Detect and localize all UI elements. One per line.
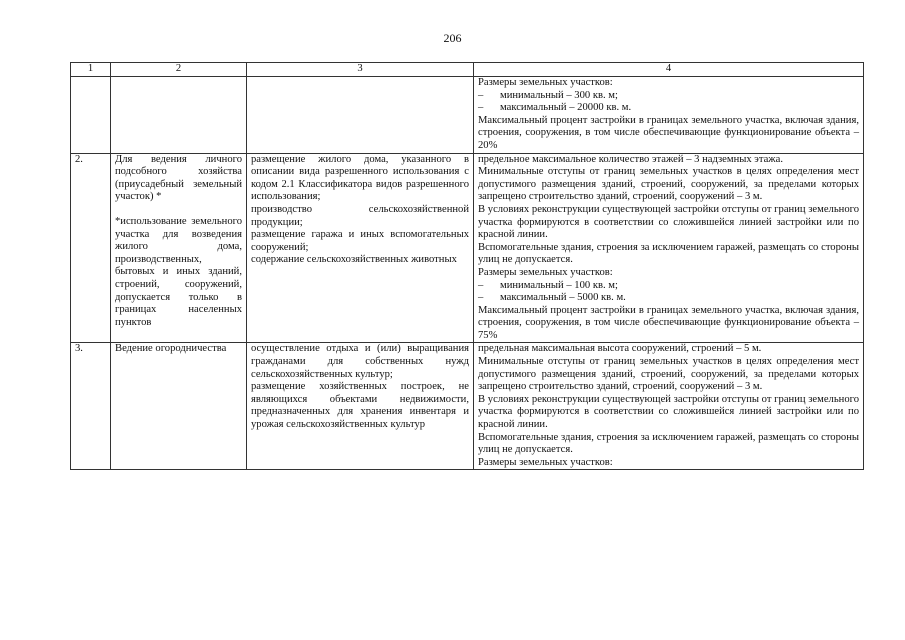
param-3: В условиях реконструкции существующей застройки отступы от границ земельного участка формируются в соответствии со сложившейся линией застройки или по красной линии. (478, 203, 859, 241)
desc-2: производство сельскохозяйственной продукции; (251, 203, 469, 228)
row-number: 2. (71, 153, 111, 343)
header-col-3: 3 (247, 63, 474, 77)
cell-params (474, 77, 864, 154)
row-number: 3. (71, 343, 111, 470)
table-row-continued (71, 77, 864, 154)
param-4: Вспомогательные здания, строения за исключением гаражей, размещать со стороны улиц не допускается. (478, 241, 859, 266)
page-number: 206 (443, 31, 462, 45)
cell-params (474, 343, 864, 470)
desc-4: содержание сельскохозяйственных животных (251, 254, 457, 266)
param-2: Минимальные отступы от границ земельных участков в целях определения мест допустимого размещения зданий, строений, сооружений, за пределами которых запрещено строительство зданий, строений, сооружений – 3 м. (478, 356, 859, 393)
use-type-note: *использование земельного участка для возведения жилого дома, производственных, бытовых и иных зданий, строений, сооружений, допускается только в границах населенных пунктов (115, 215, 242, 328)
min-size: – минимальный – 300 кв. м; (478, 90, 859, 103)
desc-1: осуществление отдыха и (или) выращивания гражданами для собственных нужд сельскохозяйственных культур; (251, 343, 469, 380)
sizes-title: Размеры земельных участков: (478, 456, 613, 468)
sizes-title: Размеры земельных участков: (478, 266, 613, 278)
cell-num (71, 77, 111, 154)
table-header-row (71, 63, 864, 77)
cell-desc (247, 343, 474, 470)
cell-desc (247, 77, 474, 154)
min-size: – минимальный – 100 кв. м; (478, 280, 859, 293)
table-row (71, 153, 864, 343)
max-size: – максимальный – 20000 кв. м. (478, 102, 859, 115)
max-size: – максимальный – 5000 кв. м. (478, 292, 859, 305)
param-2: Минимальные отступы от границ земельных участков в целях определения мест допустимого размещения зданий, строений, сооружений, за пределами которых запрещено строительство зданий, строений, сооружений – 3 м. (478, 166, 859, 203)
use-type-name: Для ведения личного подсобного хозяйства (приусадебный земельный участок) * (115, 153, 242, 203)
cell-desc (247, 153, 474, 343)
build-percent: Максимальный процент застройки в границах земельного участка, включая здания, строения, сооружения, в том числе обеспечивающие функционирование объекта – 20% (478, 114, 859, 151)
header-col-1: 1 (71, 63, 111, 77)
param-1: предельное максимальное количество этажей – 3 надземных этажа. (478, 153, 783, 165)
param-3: В условиях реконструкции существующей застройки отступы от границ земельного участка формируются в соответствии со сложившейся линией застройки или по красной линии. (478, 393, 859, 431)
land-use-table (70, 62, 864, 470)
cell-params (474, 153, 864, 343)
build-percent: Максимальный процент застройки в границах земельного участка, включая здания, строения, сооружения, в том числе обеспечивающие функционирование объекта – 75% (478, 304, 859, 341)
cell-name (111, 343, 247, 470)
sizes-title: Размеры земельных участков: (478, 77, 613, 88)
desc-1: размещение жилого дома, указанного в описании вида разрешенного использования с кодом 2.1 Классификатора видов разрешенного использования; (251, 153, 469, 203)
param-4: Вспомогательные здания, строения за исключением гаражей, размещать со стороны улиц не допускается. (478, 431, 859, 456)
table-row (71, 343, 864, 470)
cell-name (111, 77, 247, 154)
use-type-name: Ведение огородничества (115, 343, 227, 355)
cell-name (111, 153, 247, 343)
desc-3: размещение гаража и иных вспомогательных сооружений; (251, 229, 469, 253)
header-col-2: 2 (111, 63, 247, 77)
desc-2: размещение хозяйственных построек, не являющихся объектами недвижимости, предназначенных для хранения инвентаря и урожая сельскохозяйственных культур (251, 381, 469, 431)
header-col-4: 4 (474, 63, 864, 77)
param-1: предельная максимальная высота сооружений, строений – 5 м. (478, 343, 762, 355)
